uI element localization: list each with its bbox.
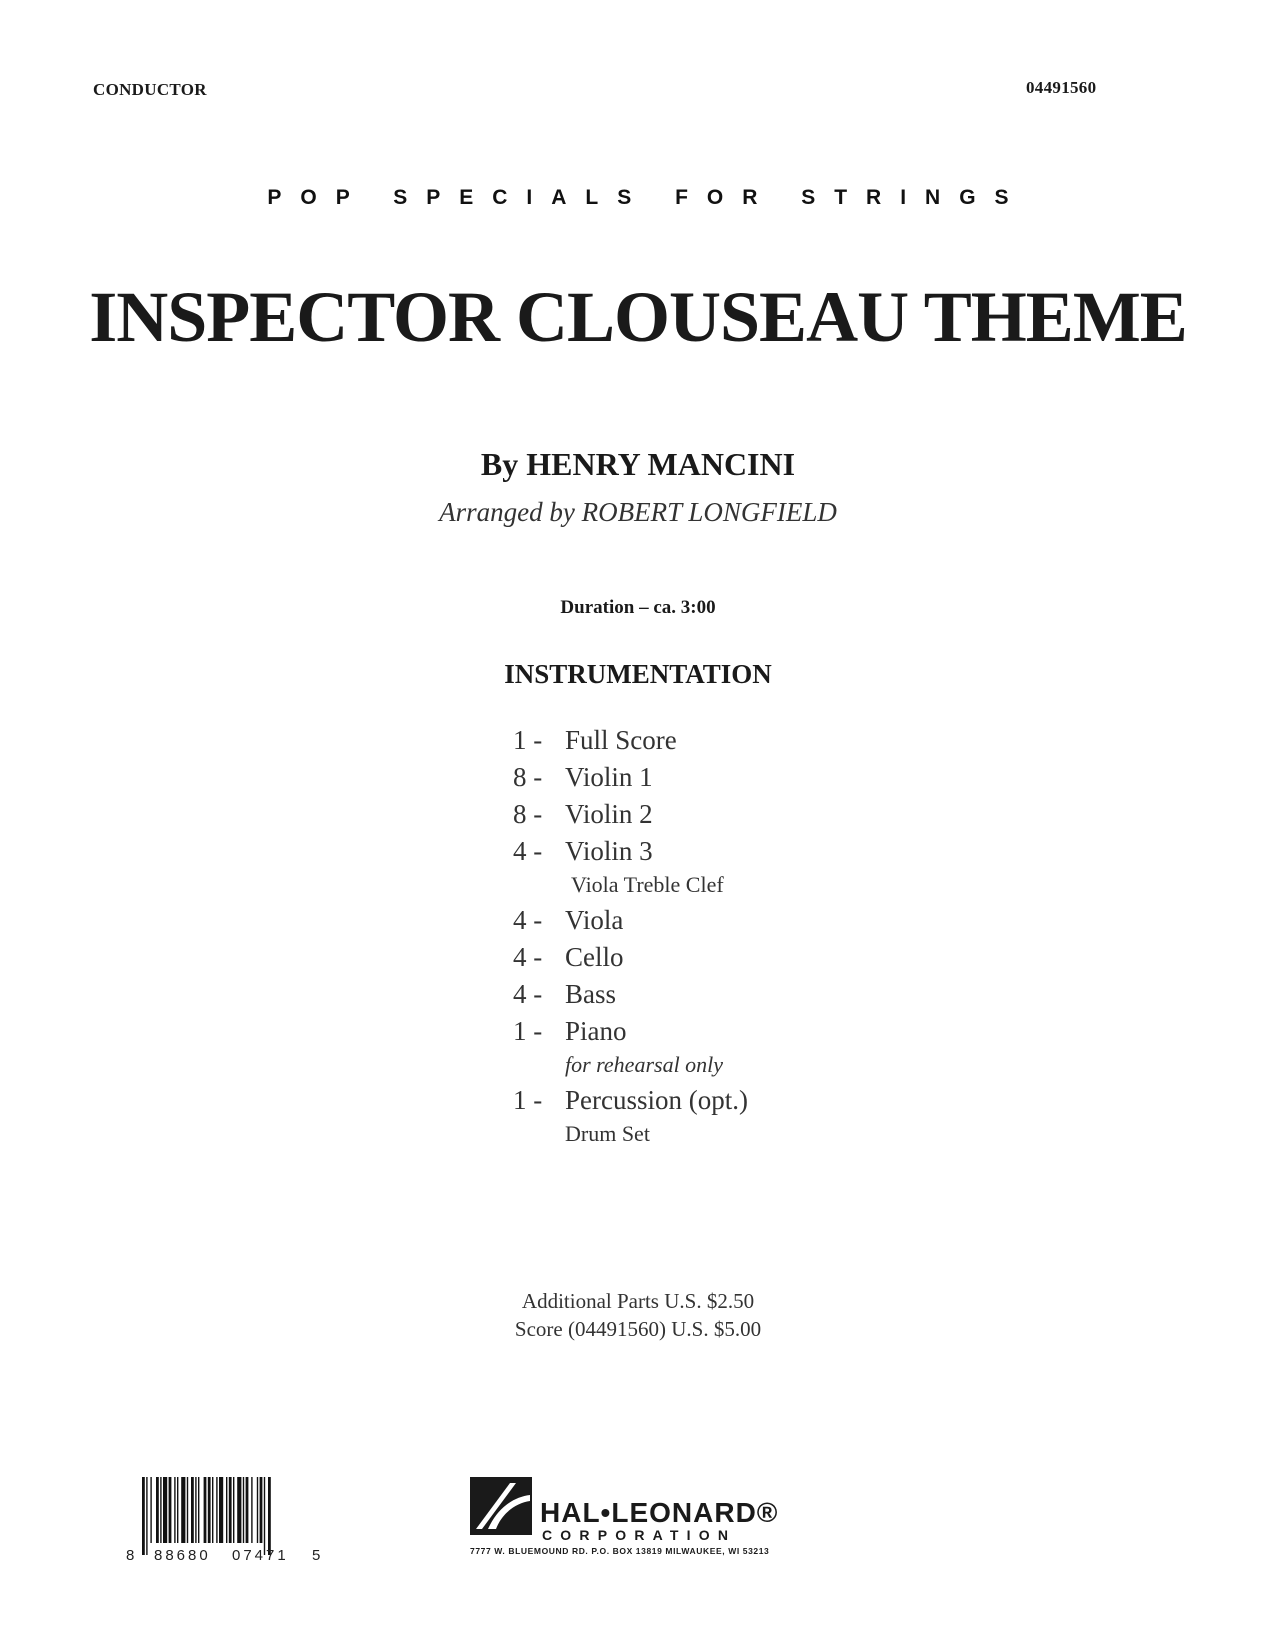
additional-parts-price: Additional Parts U.S. $2.50 — [521, 1289, 755, 1313]
instrument-qty: 8 - — [513, 799, 543, 829]
instrument-row — [513, 902, 1013, 939]
instrument-note: for rehearsal only — [565, 1052, 724, 1077]
instrument-note: Viola Treble Clef — [571, 872, 724, 897]
hal-leonard-mark-icon — [470, 1477, 534, 1539]
instrument-name: Cello — [565, 942, 624, 972]
instrument-qty: 1 - — [513, 1085, 543, 1115]
instrument-row — [513, 833, 1013, 870]
barcode-bar — [187, 1477, 188, 1543]
instrument-row — [513, 722, 1013, 759]
barcode-bar — [229, 1477, 232, 1543]
instrument-qty: 1 - — [513, 1016, 543, 1046]
barcode-bar — [191, 1477, 194, 1543]
instrumentation-list — [513, 722, 1013, 1151]
score-price: Score (04491560) U.S. $5.00 — [514, 1317, 762, 1341]
barcode-bar — [257, 1477, 258, 1543]
barcode-bar — [177, 1477, 178, 1543]
instrument-name: Full Score — [565, 725, 677, 755]
instrument-name: Violin 1 — [565, 762, 653, 792]
barcode-bar — [169, 1477, 172, 1543]
series-title: POP SPECIALS FOR STRINGS — [267, 186, 1028, 209]
barcode-bars — [142, 1477, 310, 1555]
instrument-qty: 4 - — [513, 942, 543, 972]
publisher-corp: CORPORATION — [542, 1527, 737, 1543]
barcode-bar — [243, 1477, 244, 1543]
barcode-bar — [146, 1477, 147, 1555]
barcode-bar — [198, 1477, 199, 1543]
instrument-qty: 4 - — [513, 905, 543, 935]
instrument-row — [513, 939, 1013, 976]
barcode-bar — [212, 1477, 213, 1543]
barcode-bar — [237, 1477, 241, 1543]
instrument-name: Viola — [565, 905, 624, 935]
composer-credit: By HENRY MANCINI — [480, 446, 796, 482]
barcode-bar — [251, 1477, 252, 1543]
barcode-bar — [174, 1477, 175, 1543]
piece-title: INSPECTOR CLOUSEAU THEME — [89, 277, 1187, 357]
instrument-row — [513, 1082, 1013, 1119]
hal-leonard-logo — [470, 1477, 830, 1567]
barcode-bar — [163, 1477, 167, 1543]
barcode-bar — [204, 1477, 207, 1543]
barcode-bar — [208, 1477, 211, 1543]
barcode-check-digit: 5 — [312, 1547, 321, 1564]
catalog-number: 04491560 — [1026, 78, 1097, 97]
arranger-credit: Arranged by ROBERT LONGFIELD — [439, 497, 837, 527]
instrument-note: Drum Set — [565, 1121, 650, 1146]
instrument-name: Piano — [565, 1016, 627, 1046]
instrument-name: Percussion (opt.) — [565, 1085, 748, 1115]
barcode-first-digit: 8 — [126, 1547, 135, 1564]
instrument-row — [513, 1013, 1013, 1050]
barcode-bar — [150, 1477, 151, 1543]
instrument-row — [513, 759, 1013, 796]
barcode-bar — [260, 1477, 263, 1543]
publisher-address: 7777 W. BLUEMOUND RD. P.O. BOX 13819 MILWAUKEE, WI 53213 — [470, 1546, 770, 1556]
barcode-bar — [233, 1477, 234, 1543]
instrument-qty: 4 - — [513, 979, 543, 1009]
barcode-bar — [246, 1477, 249, 1543]
duration: Duration – ca. 3:00 — [560, 597, 716, 618]
price-info — [0, 1287, 1276, 1343]
barcode-bar — [268, 1477, 271, 1555]
publisher-name: HAL•LEONARD® — [540, 1497, 779, 1528]
instrument-qty: 1 - — [513, 725, 543, 755]
instrument-qty: 4 - — [513, 836, 543, 866]
instrument-name: Violin 3 — [565, 836, 653, 866]
barcode-bar — [219, 1477, 223, 1543]
barcode-bar — [156, 1477, 159, 1543]
barcode-bar — [142, 1477, 145, 1555]
instrument-row — [513, 976, 1013, 1013]
barcode-bar — [160, 1477, 161, 1543]
barcode-bar — [226, 1477, 227, 1543]
part-label: CONDUCTOR — [93, 80, 207, 99]
barcode-right-group: 07471 — [232, 1547, 289, 1564]
instrumentation-heading: INSTRUMENTATION — [504, 659, 772, 689]
barcode — [126, 1477, 321, 1569]
barcode-bar — [264, 1477, 265, 1555]
barcode-bar — [181, 1477, 185, 1543]
instrument-qty: 8 - — [513, 762, 543, 792]
barcode-bar — [195, 1477, 196, 1543]
instrument-name: Bass — [565, 979, 617, 1009]
instrument-name: Violin 2 — [565, 799, 653, 829]
barcode-bar — [216, 1477, 217, 1543]
instrument-row — [513, 796, 1013, 833]
barcode-left-group: 88680 — [154, 1547, 211, 1564]
